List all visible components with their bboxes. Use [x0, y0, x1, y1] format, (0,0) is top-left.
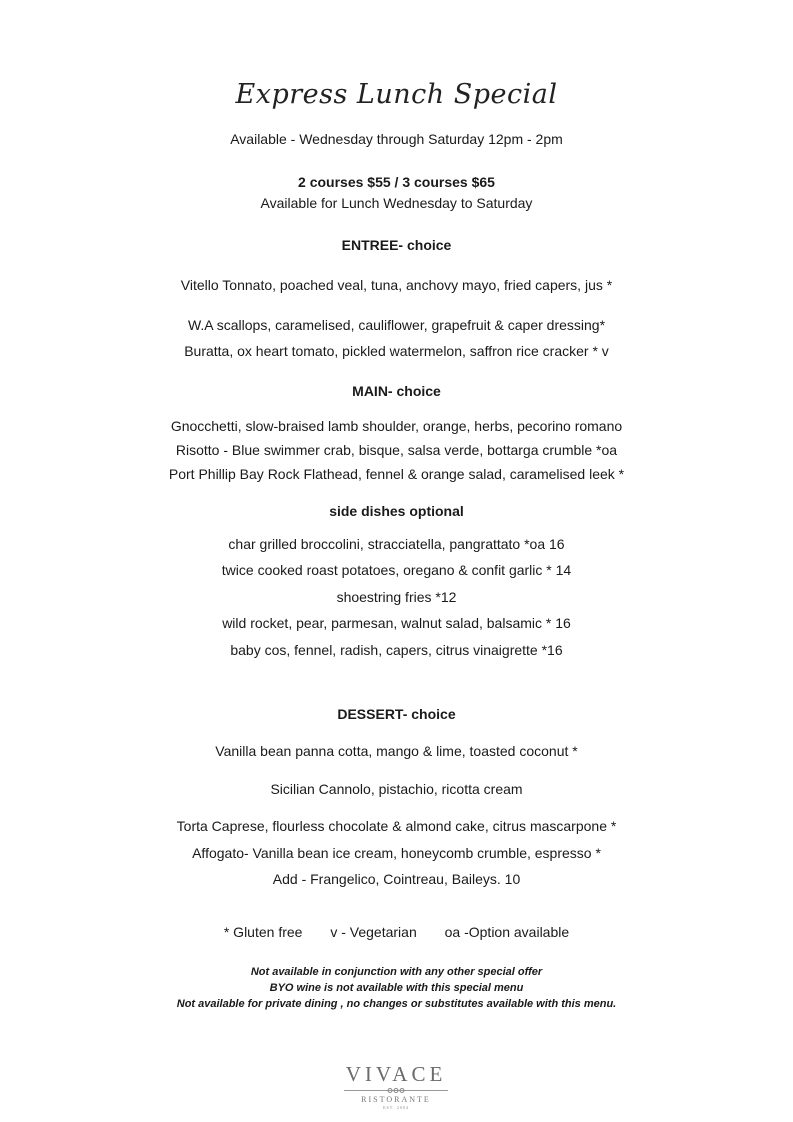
dessert-item: Sicilian Cannolo, pistachio, ricotta cream	[270, 781, 523, 797]
side-item: char grilled broccolini, stracciatella, pangrattato *oa 16	[228, 536, 565, 552]
logo-name: VIVACE	[345, 1062, 447, 1086]
dessert-item: Add - Frangelico, Cointreau, Baileys. 10	[272, 871, 521, 887]
availability-text: Available - Wednesday through Saturday 12pm - 2pm	[230, 131, 563, 147]
terms-note: BYO wine is not available with this special menu	[269, 982, 524, 994]
pricing-text: 2 courses $55 / 3 courses $65	[298, 174, 495, 190]
terms-note: Not available in conjunction with any other special offer	[250, 966, 543, 978]
main-heading: MAIN- choice	[352, 383, 441, 399]
side-item: baby cos, fennel, radish, capers, citrus vinaigrette *16	[230, 642, 563, 658]
menu-title: Express Lunch Special	[235, 79, 558, 110]
pricing-note: Available for Lunch Wednesday to Saturday	[260, 195, 533, 211]
main-item: Gnocchetti, slow-braised lamb shoulder, orange, herbs, pecorino romano	[170, 418, 623, 434]
entree-item: Buratta, ox heart tomato, pickled watermelon, saffron rice cracker * v	[184, 343, 609, 359]
ornament-icon	[344, 1087, 448, 1095]
entree-item: W.A scallops, caramelised, cauliflower, grapefruit & caper dressing*	[187, 317, 606, 333]
main-item: Risotto - Blue swimmer crab, bisque, salsa verde, bottarga crumble *oa	[175, 442, 618, 458]
restaurant-logo	[296, 1062, 496, 1111]
dessert-item: Torta Caprese, flourless chocolate & almond cake, citrus mascarpone *	[176, 818, 617, 834]
logo-established: EST. 2004	[383, 1105, 409, 1110]
dessert-item: Vanilla bean panna cotta, mango & lime, toasted coconut *	[215, 743, 578, 759]
side-item: twice cooked roast potatoes, oregano & confit garlic * 14	[221, 562, 572, 578]
legend-option-available: oa -Option available	[444, 924, 570, 940]
legend-gluten-free: * Gluten free	[223, 924, 303, 940]
entree-heading: ENTREE- choice	[341, 237, 452, 253]
dessert-item: Affogato- Vanilla bean ice cream, honeycomb crumble, espresso *	[192, 845, 601, 861]
side-item: wild rocket, pear, parmesan, walnut salad, balsamic * 16	[222, 615, 571, 631]
logo-subtitle: RISTORANTE	[361, 1095, 431, 1104]
main-item: Port Phillip Bay Rock Flathead, fennel & orange salad, caramelised leek *	[168, 466, 625, 482]
dietary-legend	[0, 923, 793, 941]
sides-heading: side dishes optional	[329, 503, 464, 519]
entree-item: Vitello Tonnato, poached veal, tuna, anchovy mayo, fried capers, jus *	[180, 277, 613, 293]
side-item: shoestring fries *12	[336, 589, 457, 605]
terms-note: Not available for private dining , no changes or substitutes available with this menu.	[176, 998, 617, 1010]
dessert-heading: DESSERT- choice	[337, 706, 456, 722]
logo-ornament	[344, 1087, 448, 1095]
legend-vegetarian: v - Vegetarian	[330, 924, 417, 940]
